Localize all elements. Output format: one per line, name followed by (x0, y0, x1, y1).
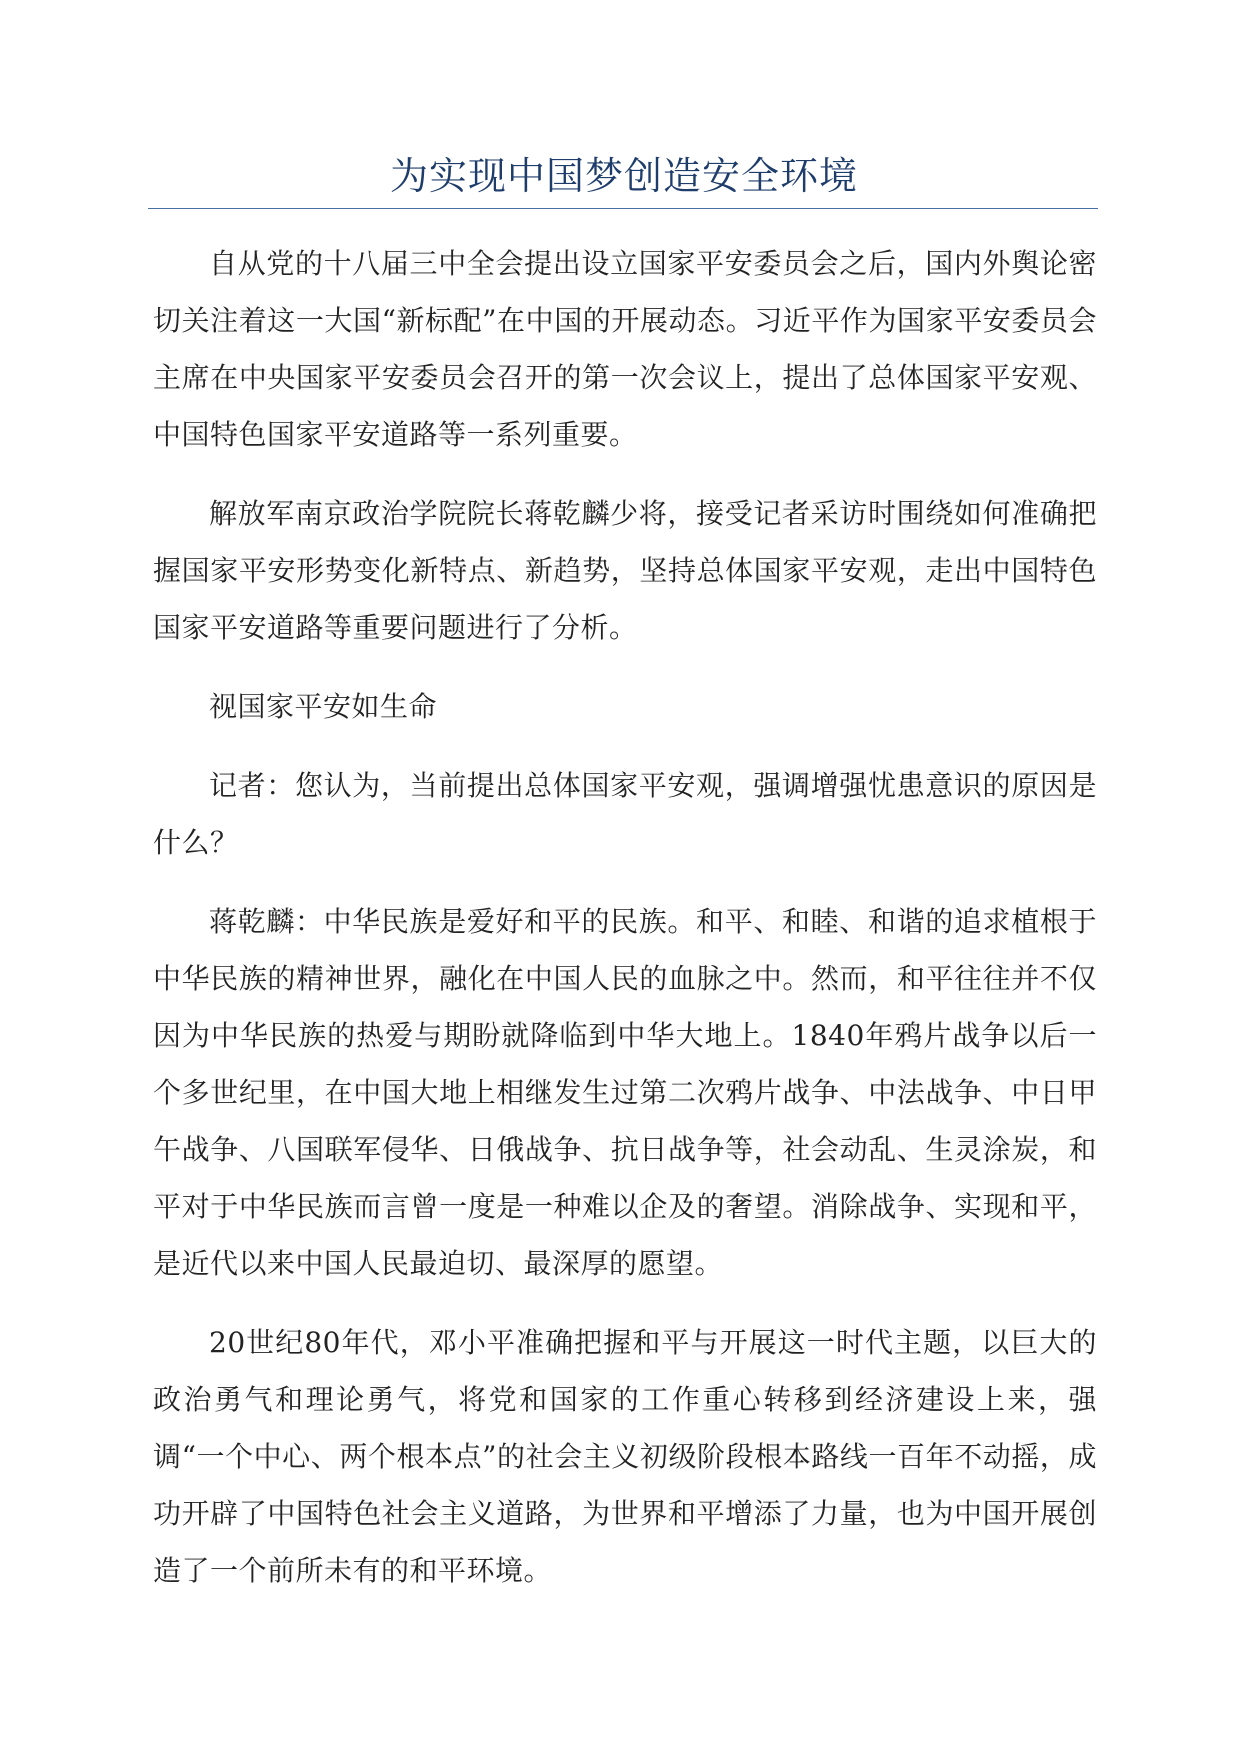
paragraph: 蒋乾麟：中华民族是爱好和平的民族。和平、和睦、和谐的追求植根于中华民族的精神世界，融化在中国人民的血脉之中。然而，和平往往并不仅因为中华民族的热爱与期盼就降临到中华大地上。1840年鸦片战争以后一个多世纪里，在中国大地上相继发生过第二次鸦片战争、中法战争、中日甲午战争、八国联军侵华、日俄战争、抗日战争等，社会动乱、生灵涂炭，和平对于中华民族而言曾一度是一种难以企及的奢望。消除战争、实现和平，是近代以来中国人民最迫切、最深厚的愿望。 (153, 905, 1097, 1280)
title-underline (148, 208, 1098, 209)
paragraph: 自从党的十八届三中全会提出设立国家平安委员会之后，国内外舆论密切关注着这一大国“新标配”在中国的开展动态。习近平作为国家平安委员会主席在中央国家平安委员会召开的第一次会议上，提出了总体国家平安观、中国特色国家平安道路等一系列重要。 (153, 247, 1097, 451)
paragraph: 20世纪80年代，邓小平准确把握和平与开展这一时代主题，以巨大的政治勇气和理论勇气，将党和国家的工作重心转移到经济建设上来，强调“一个中心、两个根本点”的社会主义初级阶段根本路线一百年不动摇，成功开辟了中国特色社会主义道路，为世界和平增添了力量，也为中国开展创造了一个前所未有的和平环境。 (153, 1326, 1097, 1587)
document-body (153, 235, 1097, 1621)
paragraph: 记者：您认为，当前提出总体国家平安观，强调增强忧患意识的原因是什么？ (153, 769, 1097, 859)
section-heading: 视国家平安如生命 (209, 690, 438, 723)
document-title: 为实现中国梦创造安全环境 (389, 154, 858, 198)
paragraph: 解放军南京政治学院院长蒋乾麟少将，接受记者采访时围绕如何准确把握国家平安形势变化新特点、新趋势，坚持总体国家平安观，走出中国特色国家平安道路等重要问题进行了分析。 (153, 497, 1097, 644)
